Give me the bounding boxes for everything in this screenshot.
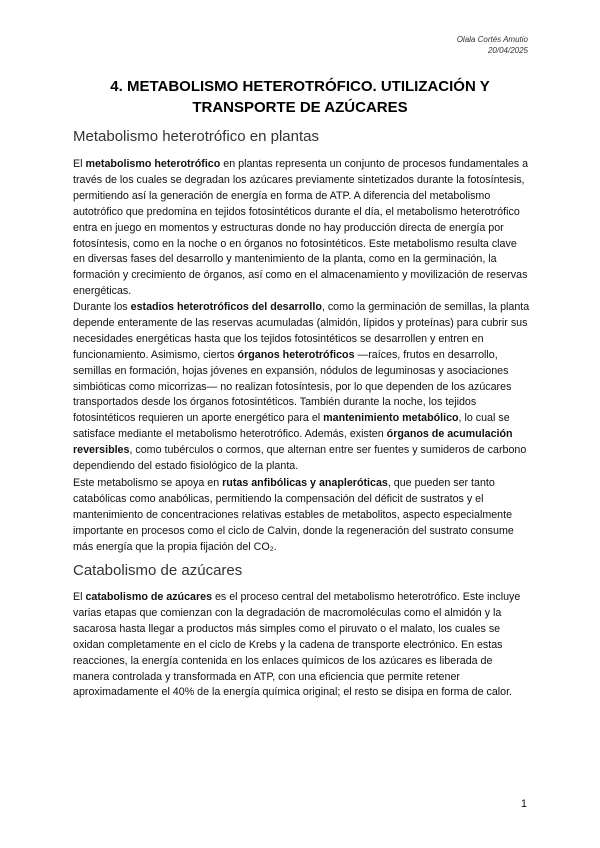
author-name: Olala Cortés Amutio	[456, 35, 528, 44]
page-title	[70, 76, 530, 118]
section-heading-catabolismo: Catabolismo de azúcares	[73, 562, 243, 579]
page-number: 1	[520, 798, 527, 810]
paragraph-1: El metabolismo heterotrófico en plantas representa un conjunto de procesos fundamentales a través de los cuales se degradan los azúcares previamente sintetizados durante la fotosíntesis, permitiendo así la generación de energía en forma de ATP. A diferencia del metabolismo autotrófico que predomina en tejidos fotosintéticos durante el día, el metabolismo heterotrófico entra en juego en momentos y estructuras donde no hay producción directa de energía por fotosíntesis, como en la noche o en órganos no fotosintéticos. Este metabolismo resulta clave en diversas fases del desarrollo y mantenimiento de la planta, como en la germinación, la formación y crecimiento de órganos, así como en el almacenamiento y movilización de reservas energéticas.	[73, 158, 529, 298]
bold-term: estadios heterotróficos del desarrollo	[130, 301, 322, 313]
document-date: 20/04/2025	[487, 46, 528, 55]
title-line-1: 4. METABOLISMO HETEROTRÓFICO. UTILIZACIÓN Y	[110, 78, 490, 95]
bold-term: rutas anfibólicas y anapleróticas	[222, 477, 388, 489]
section-heading-metabolismo: Metabolismo heterotrófico en plantas	[73, 128, 319, 145]
bold-term: metabolismo heterotrófico	[85, 158, 221, 170]
paragraph-3: Este metabolismo se apoya en rutas anfibólicas y anapleróticas, que pueden ser tanto catabólicas como anabólicas, permitiendo la compensación del déficit de sustratos y el mantenimiento de concentraciones relativas estables de metabolitos, aspecto especialmente importante en procesos como el ciclo de Calvin, donde la regeneración del sustrato consume más energía que la propia fijación del CO₂.	[73, 477, 514, 553]
bold-term: órganos de acumulación reversibles	[73, 428, 513, 457]
bold-term: órganos heterotróficos	[237, 348, 355, 361]
paragraph-4: El catabolismo de azúcares es el proceso central del metabolismo heterotrófico. Este incluye varias etapas que comienzan con la degradación de macromoléculas como el almidón y la sacarosa hasta llegar a productos más simples como el piruvato o el malato, los cuales se oxidan completamente en el ciclo de Krebs y la cadena de transporte electrónico. En estas reacciones, la energía contenida en los enlaces químicos de los azúcares es liberada de manera controlada y transformada en ATP, con una eficiencia que permite retener aproximadamente el 40% de la energía química original; el resto se disipa en forma de calor.	[73, 591, 521, 699]
bold-term: mantenimiento metabólico	[323, 412, 459, 425]
bold-term: catabolismo de azúcares	[85, 591, 213, 603]
document-meta	[457, 34, 528, 56]
title-line-2: TRANSPORTE DE AZÚCARES	[192, 99, 408, 116]
paragraph-2: Durante los estadios heterotróficos del desarrollo, como la germinación de semillas, la planta depende enteramente de las reservas acumuladas (almidón, lípidos y proteínas) para cubrir sus necesidades energéticas hasta que los tejidos fotosintéticos se desarrollen y entren en funcionamiento. Asimismo, ciertos órganos heterotróficos —raíces, frutos en desarrollo, semillas en formación, hojas jóvenes en expansión, nódulos de leguminosas y asociaciones simbióticas como micorrizas— no realizan fotosíntesis, por lo que dependen de los azúcares transportados desde los órganos fotosintéticos. También durante la noche, los tejidos fotosintéticos requieren un aporte energético para el mantenimiento metabólico, lo cual se satisface mediante el metabolismo heterotrófico. Además, existen órganos de acumulación reversibles, como tubérculos o cormos, que alternan entre ser fuentes y sumideros de carbono dependiendo del estado fisiológico de la planta.	[73, 301, 530, 473]
